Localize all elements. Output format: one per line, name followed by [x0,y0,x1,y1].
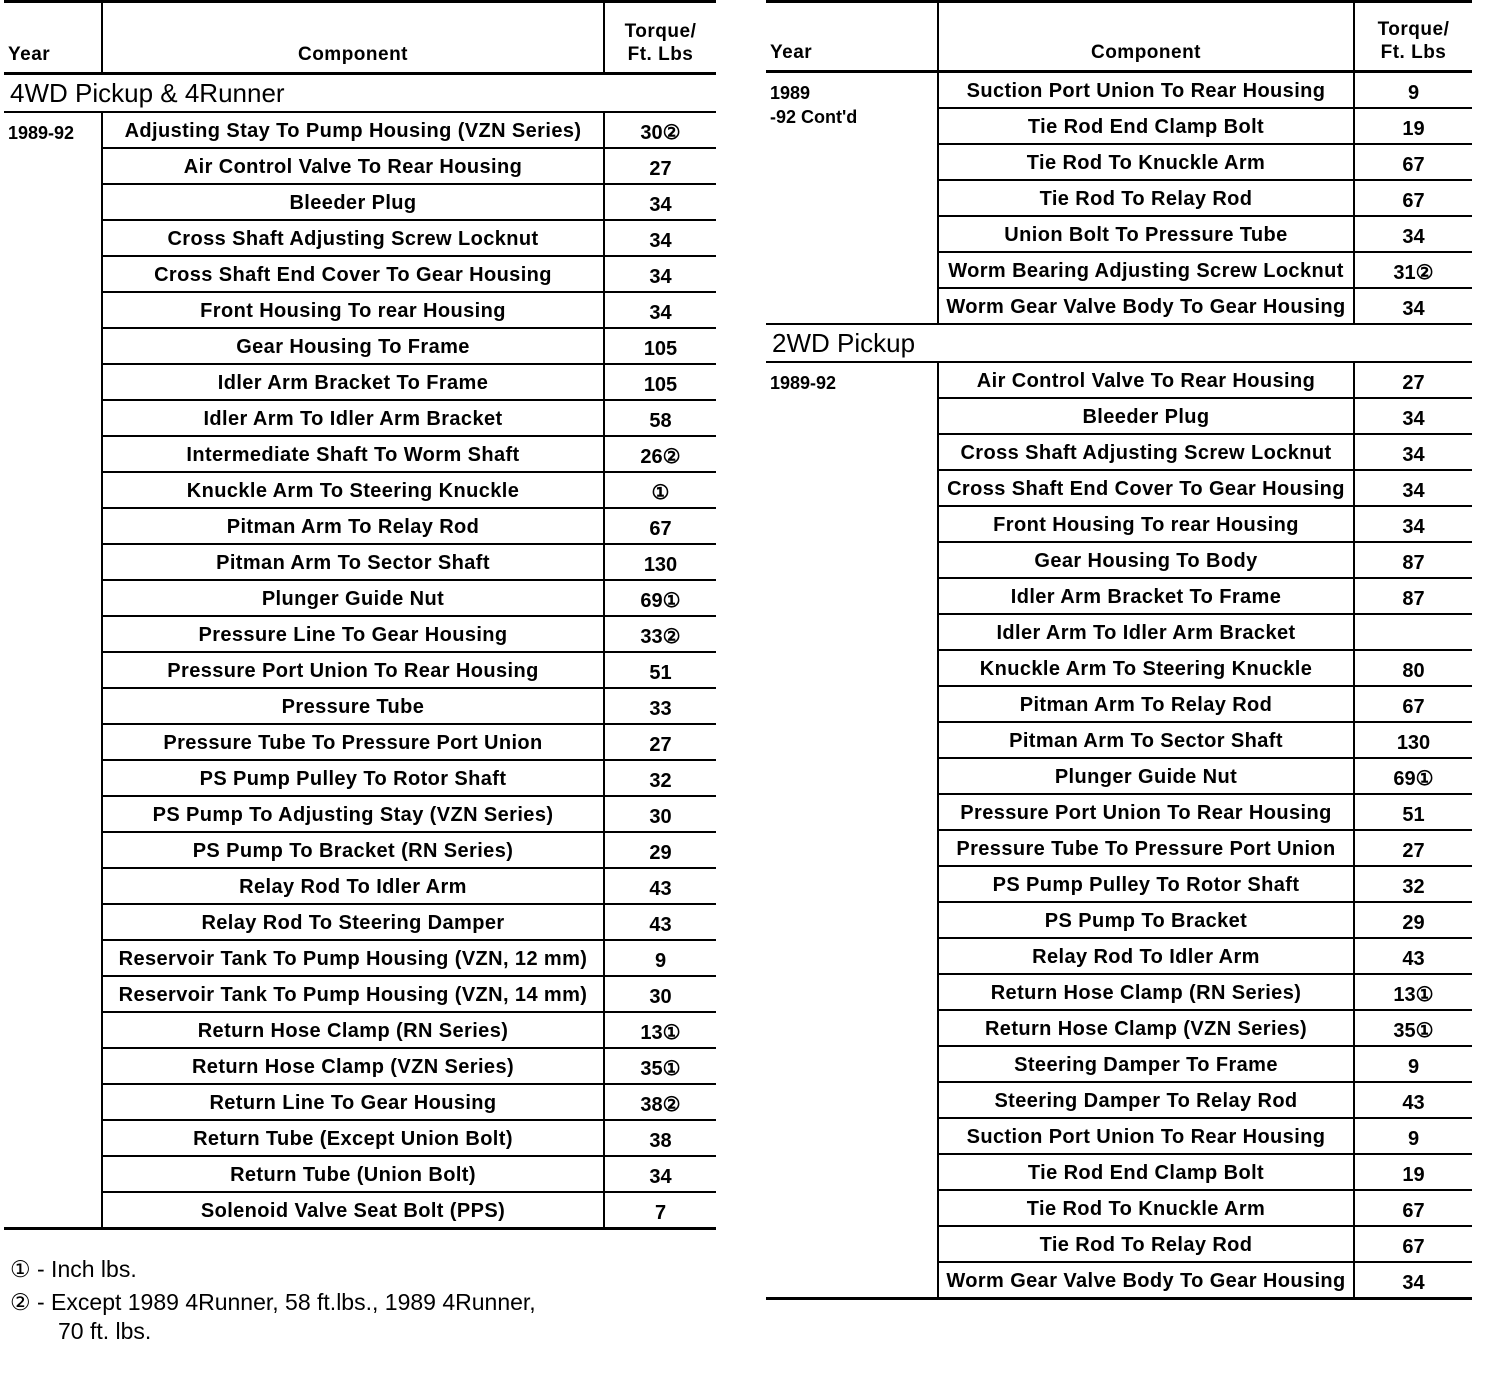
table-row [4,1120,716,1156]
torque-cell: 13① [1354,974,1472,1010]
year-header: Year [4,2,102,74]
torque-cell: 27 [1354,362,1472,398]
component-header: Component [938,2,1354,72]
year-cell [766,72,938,325]
torque-header-line1: Torque/ [1377,19,1450,40]
torque-cell: 35① [604,1048,716,1084]
table-row [4,436,716,472]
component-cell: PS Pump Pulley To Rotor Shaft [938,866,1354,902]
component-cell: Return Hose Clamp (RN Series) [102,1012,604,1048]
component-cell: Pitman Arm To Sector Shaft [102,544,604,580]
table-row [4,1084,716,1120]
torque-cell: 87 [1354,542,1472,578]
component-cell: Tie Rod To Knuckle Arm [938,1190,1354,1226]
table-row [4,328,716,364]
torque-header-line1: Torque/ [624,21,697,42]
component-cell: Union Bolt To Pressure Tube [938,216,1354,252]
torque-cell: 34 [1354,506,1472,542]
torque-cell: 13① [604,1012,716,1048]
torque-cell: 35① [1354,1010,1472,1046]
component-cell: Plunger Guide Nut [102,580,604,616]
component-cell: Front Housing To rear Housing [938,506,1354,542]
table-row [4,1012,716,1048]
year-cell [4,112,102,1227]
torque-cell: 34 [1354,434,1472,470]
footnote-2-continued: 70 ft. lbs. [58,1318,152,1344]
component-cell: Suction Port Union To Rear Housing [938,1118,1354,1154]
component-cell: Reservoir Tank To Pump Housing (VZN, 12 mm) [102,940,604,976]
component-cell: Gear Housing To Frame [102,328,604,364]
component-cell: Idler Arm To Idler Arm Bracket [102,400,604,436]
torque-cell: 130 [1354,722,1472,758]
torque-header [1354,2,1472,72]
torque-cell: 32 [604,760,716,796]
component-cell: Tie Rod To Relay Rod [938,180,1354,216]
component-cell: Pitman Arm To Relay Rod [102,508,604,544]
component-cell: Gear Housing To Body [938,542,1354,578]
table-row [4,832,716,868]
torque-cell: 26② [604,436,716,472]
component-cell: Pressure Line To Gear Housing [102,616,604,652]
component-cell: Steering Damper To Frame [938,1046,1354,1082]
table-row [4,1192,716,1227]
component-cell: Plunger Guide Nut [938,758,1354,794]
torque-cell: 9 [1354,72,1472,109]
table-row [4,580,716,616]
table-row [4,904,716,940]
table-row [4,1156,716,1192]
torque-cell: 34 [604,184,716,220]
component-cell: Idler Arm Bracket To Frame [938,578,1354,614]
torque-cell: 67 [604,508,716,544]
component-cell: Reservoir Tank To Pump Housing (VZN, 14 mm) [102,976,604,1012]
table-header [4,2,716,74]
component-cell: PS Pump To Adjusting Stay (VZN Series) [102,796,604,832]
component-cell: Relay Rod To Idler Arm [938,938,1354,974]
component-cell: Front Housing To rear Housing [102,292,604,328]
torque-cell: 43 [1354,1082,1472,1118]
torque-cell: 69① [604,580,716,616]
component-cell: Knuckle Arm To Steering Knuckle [102,472,604,508]
year-label-line1: 1989 [770,83,811,103]
section-title: 2WD Pickup [766,324,1472,362]
table-row [4,1048,716,1084]
continued-table-body [766,72,1472,325]
table-row [4,148,716,184]
table-row [4,256,716,292]
torque-cell: ① [604,472,716,508]
torque-cell: 67 [1354,1190,1472,1226]
table-row [766,72,1472,109]
year-label-line2: -92 Cont'd [770,107,858,127]
component-cell: Relay Rod To Steering Damper [102,904,604,940]
table-header [766,2,1472,72]
table-bottom-rule [4,1227,716,1230]
torque-cell: 67 [1354,144,1472,180]
table-row [4,868,716,904]
table-row [4,616,716,652]
component-cell: PS Pump To Bracket [938,902,1354,938]
component-cell: Idler Arm Bracket To Frame [102,364,604,400]
table-row [4,544,716,580]
year-label: 1989-92 [770,373,837,393]
torque-cell: 67 [1354,1226,1472,1262]
component-cell: Cross Shaft Adjusting Screw Locknut [938,434,1354,470]
component-cell: Return Hose Clamp (VZN Series) [102,1048,604,1084]
component-cell: Adjusting Stay To Pump Housing (VZN Series) [102,112,604,148]
year-header: Year [766,2,938,72]
component-cell: Steering Damper To Relay Rod [938,1082,1354,1118]
right-column [766,0,1472,1300]
table-row [4,760,716,796]
torque-cell: 38 [604,1120,716,1156]
torque-cell: 43 [604,868,716,904]
torque-cell: 51 [604,652,716,688]
torque-cell: 34 [604,256,716,292]
torque-cell: 51 [1354,794,1472,830]
component-header: Component [102,2,604,74]
torque-cell: 38② [604,1084,716,1120]
torque-cell: 31② [1354,252,1472,288]
footnote-1: ① - Inch lbs. [10,1256,137,1282]
component-cell: Return Tube (Except Union Bolt) [102,1120,604,1156]
year-label: 1989-92 [8,123,75,143]
table-row [4,796,716,832]
torque-cell: 58 [604,400,716,436]
torque-cell: 29 [604,832,716,868]
component-cell: Pressure Tube To Pressure Port Union [938,830,1354,866]
component-cell: Bleeder Plug [102,184,604,220]
component-cell: Cross Shaft End Cover To Gear Housing [102,256,604,292]
torque-cell: 9 [1354,1046,1472,1082]
torque-cell: 9 [1354,1118,1472,1154]
component-cell: Air Control Valve To Rear Housing [938,362,1354,398]
table-row [4,652,716,688]
component-cell: Pressure Tube [102,688,604,724]
torque-cell: 80 [1354,650,1472,686]
component-cell: Tie Rod To Knuckle Arm [938,144,1354,180]
component-cell: Air Control Valve To Rear Housing [102,148,604,184]
torque-cell: 29 [1354,902,1472,938]
component-cell: Tie Rod End Clamp Bolt [938,1154,1354,1190]
torque-cell: 34 [604,220,716,256]
table-row [4,688,716,724]
torque-table-4wd [4,0,716,1227]
torque-header-line2: Ft. Lbs [627,44,694,65]
table-row [4,400,716,436]
component-cell: Pitman Arm To Sector Shaft [938,722,1354,758]
torque-cell: 34 [1354,288,1472,324]
torque-cell: 105 [604,328,716,364]
component-cell: Cross Shaft End Cover To Gear Housing [938,470,1354,506]
component-cell: Return Line To Gear Housing [102,1084,604,1120]
table-row [4,508,716,544]
torque-cell: 27 [1354,830,1472,866]
component-cell: Return Hose Clamp (RN Series) [938,974,1354,1010]
torque-cell: 34 [604,1156,716,1192]
table-bottom-rule [766,1297,1472,1300]
component-cell: Tie Rod To Relay Rod [938,1226,1354,1262]
2wd-table-body [766,324,1472,1297]
section-title: 4WD Pickup & 4Runner [4,74,716,113]
component-cell: PS Pump Pulley To Rotor Shaft [102,760,604,796]
component-cell: Knuckle Arm To Steering Knuckle [938,650,1354,686]
component-cell: Pressure Port Union To Rear Housing [938,794,1354,830]
torque-cell: 7 [604,1192,716,1227]
component-cell: Pitman Arm To Relay Rod [938,686,1354,722]
section-heading-row [766,324,1472,362]
component-cell: Worm Bearing Adjusting Screw Locknut [938,252,1354,288]
torque-cell: 33② [604,616,716,652]
component-cell: Intermediate Shaft To Worm Shaft [102,436,604,472]
torque-cell: 19 [1354,108,1472,144]
torque-table-continued [766,0,1472,1297]
left-column [4,0,716,1230]
table-row [4,976,716,1012]
torque-cell: 34 [1354,398,1472,434]
torque-cell: 67 [1354,180,1472,216]
torque-cell: 30 [604,796,716,832]
table-row [4,292,716,328]
table-row [766,362,1472,398]
torque-cell: 30② [604,112,716,148]
component-cell: Relay Rod To Idler Arm [102,868,604,904]
torque-cell: 87 [1354,578,1472,614]
component-cell: Worm Gear Valve Body To Gear Housing [938,1262,1354,1297]
component-cell: Return Hose Clamp (VZN Series) [938,1010,1354,1046]
torque-cell: 105 [604,364,716,400]
table-row [4,364,716,400]
torque-header-line2: Ft. Lbs [1380,42,1447,63]
torque-cell: 19 [1354,1154,1472,1190]
year-cell [766,362,938,1297]
table-row [4,112,716,148]
torque-cell: 33 [604,688,716,724]
torque-cell: 27 [604,148,716,184]
table-row [4,472,716,508]
torque-cell: 43 [604,904,716,940]
component-cell: Tie Rod End Clamp Bolt [938,108,1354,144]
torque-cell: 34 [1354,216,1472,252]
component-cell: Suction Port Union To Rear Housing [938,72,1354,109]
component-cell: Return Tube (Union Bolt) [102,1156,604,1192]
torque-cell: 30 [604,976,716,1012]
torque-cell: 27 [604,724,716,760]
component-cell: Solenoid Valve Seat Bolt (PPS) [102,1192,604,1227]
component-cell: Worm Gear Valve Body To Gear Housing [938,288,1354,324]
torque-cell: 34 [604,292,716,328]
component-cell: Cross Shaft Adjusting Screw Locknut [102,220,604,256]
torque-cell: 32 [1354,866,1472,902]
component-cell: PS Pump To Bracket (RN Series) [102,832,604,868]
component-cell: Pressure Port Union To Rear Housing [102,652,604,688]
torque-cell: 67 [1354,686,1472,722]
torque-cell: 34 [1354,470,1472,506]
torque-header [604,2,716,74]
table-row [4,724,716,760]
torque-cell: 9 [604,940,716,976]
section-heading-row [4,74,716,113]
footnote-2: ② - Except 1989 4Runner, 58 ft.lbs., 1989 4Runner, [10,1289,536,1315]
component-cell: Idler Arm To Idler Arm Bracket [938,614,1354,650]
torque-cell [1354,614,1472,650]
table-row [4,940,716,976]
table-row [4,220,716,256]
torque-cell: 130 [604,544,716,580]
torque-cell: 34 [1354,1262,1472,1297]
component-cell: Bleeder Plug [938,398,1354,434]
component-cell: Pressure Tube To Pressure Port Union [102,724,604,760]
table-row [4,184,716,220]
left-table-body [4,74,716,1228]
torque-cell: 43 [1354,938,1472,974]
torque-cell: 69① [1354,758,1472,794]
